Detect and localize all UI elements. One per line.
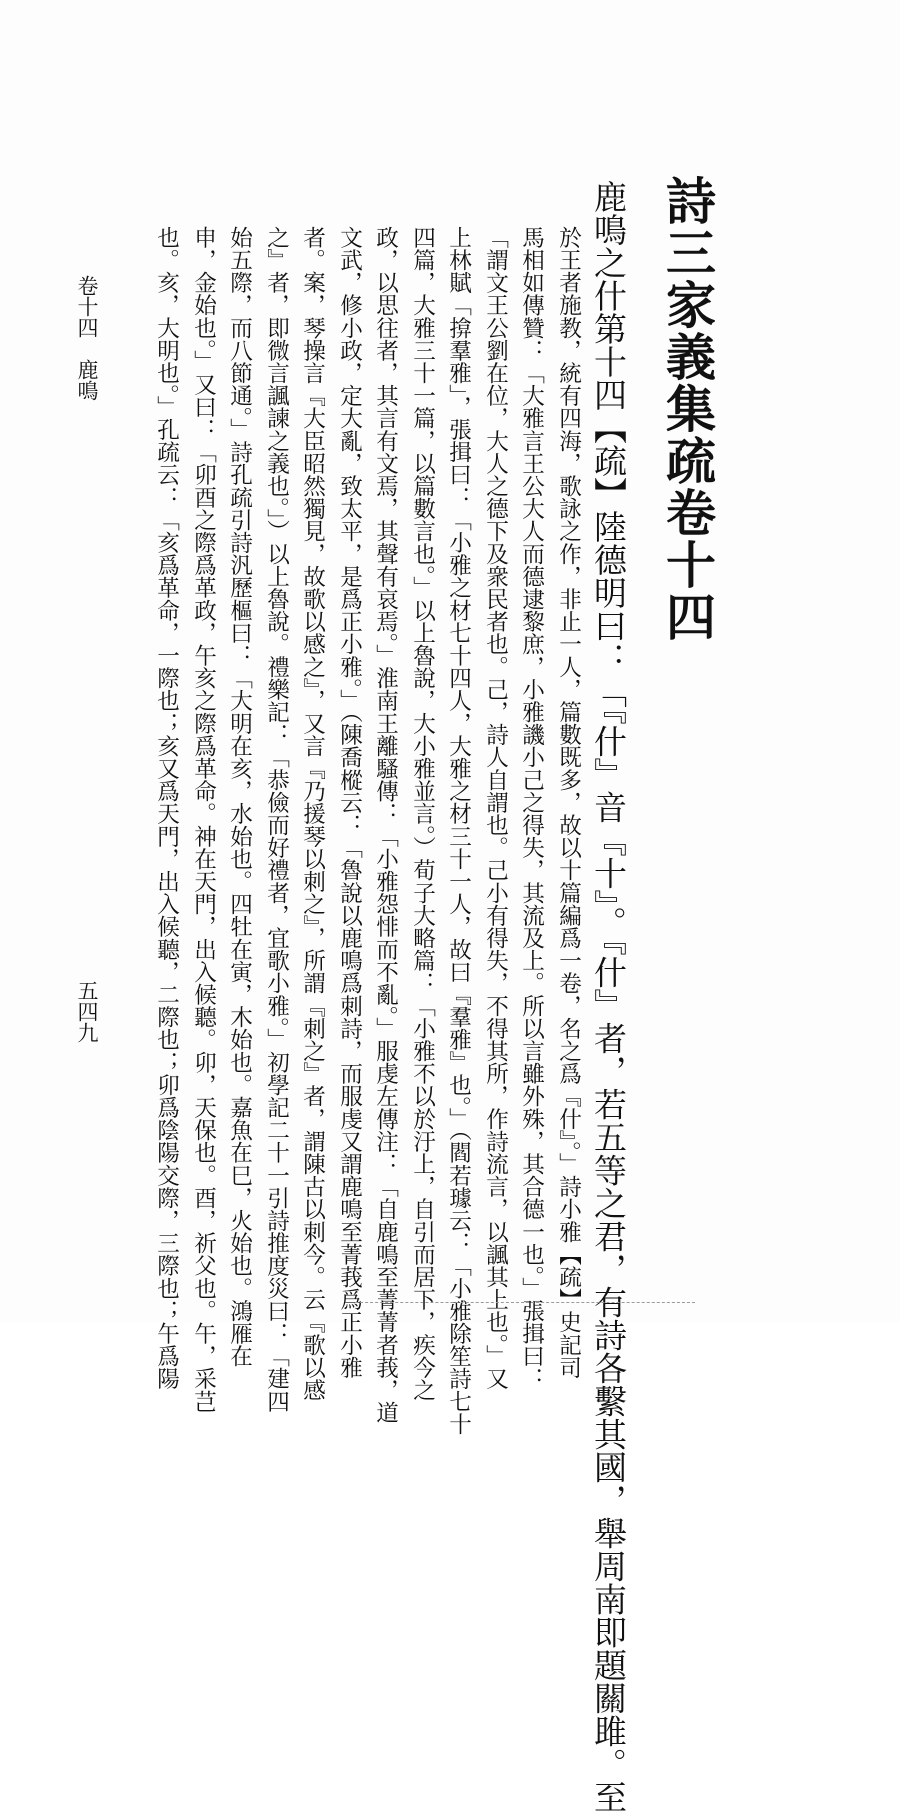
bottom-rule [355,1302,695,1303]
text-column: 「謂文王公劉在位，大人之德下及衆民者也。己，詩人自謂也。己小有得失，不得其所，作詩流言，以諷其上也。」又 [482,226,509,1390]
text-column: 始五際，而八節通。」詩孔疏引詩汎歷樞曰：「大明在亥，水始也。四牡在寅，木始也。嘉魚在巳，火始也。鴻雁在 [226,226,253,1368]
text-column: 四篇，大雅三十一篇，以篇數言也。」以上魯說，大小雅並言。）荀子大略篇：「小雅不以於汙上，自引而居下，疾今之 [409,226,436,1402]
page-title: 詩三家義集疏卷十四 [658,175,717,643]
text-column: 文武，修小政，定大亂，致太平，是爲正小雅。」（陳喬樅云：「魯說以鹿鳴爲刺詩，而服虔又謂鹿鳴至菁莪爲正小雅 [336,226,363,1379]
text-column: 於王者施教，統有四海，歌詠之作，非止一人，篇數既多，故以十篇編爲一卷，名之爲『什』。」詩小雅【疏】史記司 [555,226,582,1379]
text-column: 上林賦「揜羣雅」，張揖曰：「小雅之材七十四人，大雅之材三十一人，故曰『羣雅』也。」（閻若璩云：「小雅除笙詩七十 [445,226,472,1436]
text-column: 者。案，琴操言『大臣昭然獨見，故歌以感之』，又言『乃援琴以刺之』，所謂『刺之』者，謂陳古以刺今。云『歌以感 [299,226,326,1402]
text-column: 也。亥，大明也。」孔疏云：「亥爲革命，一際也；亥又爲天門，出入候聽，二際也；卯爲陰陽交際，三際也；午爲陽 [153,226,180,1390]
running-footer: 卷十四 鹿鳴 [75,275,99,401]
text-column: 申，金始也。」又曰：「卯酉之際爲革政，午亥之際爲革命。神在天門，出入候聽。卯，天保也。酉，祈父也。午，采芑 [190,226,217,1413]
section-heading: 鹿鳴之什第十四【疏】陸德明曰：「『什』音『十』。『什』者，若五等之君，有詩各繫其國，舉周南即題關雎。至 [589,180,628,1814]
text-column: 馬相如傳贊：「大雅言王公大人而德逮黎庶，小雅譏小己之得失，其流及上。所以言雖外殊，其合德一也。」張揖曰： [518,226,545,1390]
page-number: 五四九 [75,980,99,1043]
text-column: 之』者，即微言諷諫之義也。」）以上魯說。禮樂記：「恭儉而好禮者，宜歌小雅。」初學記二十一引詩推度災曰：「建四 [263,226,290,1413]
text-column: 政，以思往者，其言有文焉，其聲有哀焉。」淮南王離騷傳：「小雅怨悱而不亂。」服虔左傳注：「自鹿鳴至菁菁者莪，道 [372,226,399,1424]
